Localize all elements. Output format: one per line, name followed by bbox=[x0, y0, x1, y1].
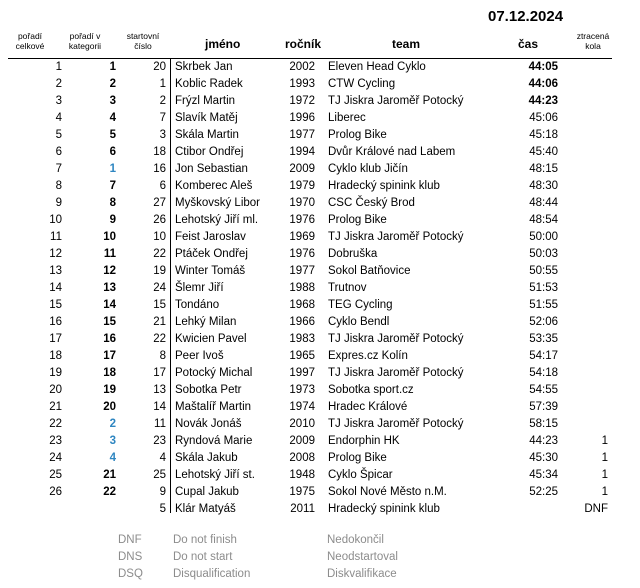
team-name: Cyklo Špicar bbox=[328, 469, 393, 481]
category-rank: 9 bbox=[109, 214, 116, 226]
rider-name: Peer Ivoš bbox=[175, 350, 224, 362]
birth-year: 1973 bbox=[289, 384, 315, 396]
start-number: 1 bbox=[159, 78, 166, 90]
legend-english: Do not start bbox=[173, 551, 233, 563]
team-name: Trutnov bbox=[328, 282, 367, 294]
rider-name: Winter Tomáš bbox=[175, 265, 246, 277]
rider-name: Ctibor Ondřej bbox=[175, 146, 244, 158]
rider-name: Klár Matyáš bbox=[175, 503, 236, 515]
category-rank: 17 bbox=[103, 350, 116, 362]
category-rank: 2 bbox=[109, 418, 116, 430]
team-name: TJ Jiskra Jaroměř Potocký bbox=[328, 418, 464, 430]
birth-year: 1974 bbox=[289, 401, 315, 413]
overall-rank: 7 bbox=[55, 163, 62, 175]
rider-name: Potocký Michal bbox=[175, 367, 253, 379]
category-rank: 20 bbox=[103, 401, 116, 413]
category-rank: 7 bbox=[109, 180, 116, 192]
rider-name: Ptáček Ondřej bbox=[175, 248, 248, 260]
rider-name: Tondáno bbox=[175, 299, 220, 311]
category-rank: 11 bbox=[103, 248, 116, 260]
finish-time: 44:06 bbox=[528, 78, 558, 90]
table-row bbox=[0, 229, 640, 246]
rider-name: Skála Martin bbox=[175, 129, 239, 141]
legend-czech: Neodstartoval bbox=[327, 551, 398, 563]
birth-year: 2011 bbox=[290, 503, 315, 515]
overall-rank: 8 bbox=[55, 180, 62, 192]
header-year: ročník bbox=[285, 37, 322, 51]
birth-year: 1996 bbox=[289, 112, 315, 124]
overall-rank: 1 bbox=[55, 61, 62, 73]
team-name: Cyklo klub Jičín bbox=[328, 163, 408, 175]
finish-time: 45:34 bbox=[529, 469, 558, 481]
category-rank: 15 bbox=[103, 316, 116, 328]
overall-rank: 12 bbox=[49, 248, 62, 260]
finish-time: 51:55 bbox=[529, 299, 558, 311]
finish-time: 54:55 bbox=[529, 384, 558, 396]
header-name: jméno bbox=[205, 37, 241, 51]
table-row bbox=[0, 59, 640, 76]
rider-name: Cupal Jakub bbox=[175, 486, 239, 498]
legend-english: Do not finish bbox=[173, 534, 237, 546]
team-name: Dvůr Králové nad Labem bbox=[328, 146, 456, 158]
finish-time: 58:15 bbox=[529, 418, 558, 430]
team-name: TEG Cycling bbox=[328, 299, 393, 311]
lost-laps: 1 bbox=[601, 452, 608, 464]
legend-code: DSQ bbox=[118, 568, 143, 580]
finish-time: 51:53 bbox=[529, 282, 558, 294]
rider-name: Kwicien Pavel bbox=[175, 333, 247, 345]
legend-code: DNF bbox=[118, 534, 142, 546]
overall-rank: 22 bbox=[49, 418, 62, 430]
overall-rank: 10 bbox=[49, 214, 62, 226]
finish-time: 48:54 bbox=[529, 214, 558, 226]
race-date: 07.12.2024 bbox=[488, 8, 564, 25]
finish-time: 57:39 bbox=[529, 401, 558, 413]
table-row bbox=[0, 178, 640, 195]
start-number: 27 bbox=[153, 197, 166, 209]
team-name: CSC Český Brod bbox=[328, 197, 415, 209]
header-overall bbox=[8, 31, 52, 51]
team-name: Hradec Králové bbox=[328, 401, 408, 413]
table-row bbox=[0, 76, 640, 93]
category-rank: 22 bbox=[103, 486, 116, 498]
finish-time: 50:00 bbox=[529, 231, 558, 243]
table-row bbox=[0, 382, 640, 399]
birth-year: 1976 bbox=[289, 214, 315, 226]
birth-year: 1983 bbox=[289, 333, 315, 345]
overall-rank: 24 bbox=[49, 452, 62, 464]
start-number: 20 bbox=[153, 61, 166, 73]
table-row bbox=[0, 195, 640, 212]
team-name: TJ Jiskra Jaroměř Potocký bbox=[328, 367, 464, 379]
rider-name: Novák Jonáš bbox=[175, 418, 242, 430]
category-rank: 10 bbox=[103, 231, 116, 243]
table-row bbox=[0, 433, 640, 450]
team-name: Prolog Bike bbox=[328, 129, 387, 141]
birth-year: 1965 bbox=[289, 350, 315, 362]
finish-time: 50:55 bbox=[529, 265, 558, 277]
header-category-line2: kategorii bbox=[68, 41, 102, 51]
table-row bbox=[0, 416, 640, 433]
table-row bbox=[0, 144, 640, 161]
start-number: 2 bbox=[159, 95, 166, 107]
start-number: 3 bbox=[159, 129, 166, 141]
finish-time: 53:35 bbox=[529, 333, 558, 345]
overall-rank: 19 bbox=[49, 367, 62, 379]
birth-year: 2008 bbox=[289, 452, 315, 464]
start-number: 4 bbox=[159, 452, 166, 464]
table-row bbox=[0, 467, 640, 484]
header-category-line1: pořadí v bbox=[69, 31, 101, 41]
start-number: 11 bbox=[154, 418, 166, 430]
birth-year: 1997 bbox=[289, 367, 315, 379]
legend-code: DNS bbox=[118, 551, 143, 563]
rider-name: Slavík Matěj bbox=[175, 112, 238, 124]
team-name: Liberec bbox=[328, 112, 366, 124]
team-name: Sokol Batňovice bbox=[328, 265, 411, 277]
finish-time: 54:17 bbox=[529, 350, 558, 362]
category-rank: 12 bbox=[103, 265, 116, 277]
rider-name: Lehotský Jiří ml. bbox=[175, 214, 259, 226]
category-rank: 18 bbox=[103, 367, 116, 379]
header-time: čas bbox=[518, 37, 539, 51]
team-name: Dobruška bbox=[328, 248, 378, 260]
start-number: 19 bbox=[153, 265, 166, 277]
lost-laps: DNF bbox=[584, 503, 608, 515]
header-team: team bbox=[392, 37, 421, 51]
start-number: 15 bbox=[153, 299, 166, 311]
birth-year: 1966 bbox=[289, 316, 315, 328]
birth-year: 1994 bbox=[289, 146, 315, 158]
table-row bbox=[0, 331, 640, 348]
start-number: 8 bbox=[159, 350, 166, 362]
birth-year: 1988 bbox=[289, 282, 315, 294]
overall-rank: 4 bbox=[55, 112, 62, 124]
birth-year: 1968 bbox=[289, 299, 315, 311]
birth-year: 1972 bbox=[289, 95, 315, 107]
table-row bbox=[0, 314, 640, 331]
finish-time: 45:06 bbox=[529, 112, 558, 124]
team-name: TJ Jiskra Jaroměř Potocký bbox=[328, 231, 464, 243]
table-row bbox=[0, 399, 640, 416]
category-rank: 4 bbox=[109, 112, 116, 124]
category-rank: 19 bbox=[103, 384, 116, 396]
table-row bbox=[0, 127, 640, 144]
birth-year: 2010 bbox=[289, 418, 315, 430]
header-lost-line1: ztracená bbox=[576, 31, 610, 41]
header-category bbox=[60, 31, 110, 51]
table-row bbox=[0, 365, 640, 382]
table-row bbox=[0, 212, 640, 229]
overall-rank: 20 bbox=[49, 384, 62, 396]
table-row bbox=[0, 93, 640, 110]
start-number: 14 bbox=[153, 401, 166, 413]
overall-rank: 18 bbox=[49, 350, 62, 362]
finish-time: 50:03 bbox=[529, 248, 558, 260]
category-rank: 6 bbox=[109, 146, 116, 158]
finish-time: 54:18 bbox=[529, 367, 558, 379]
start-number: 23 bbox=[153, 435, 166, 447]
start-number: 7 bbox=[159, 112, 166, 124]
finish-time: 44:05 bbox=[528, 61, 558, 73]
rider-name: Koblic Radek bbox=[175, 78, 243, 90]
rider-name: Myškovský Libor bbox=[175, 197, 260, 209]
team-name: Endorphin HK bbox=[328, 435, 400, 447]
start-number: 17 bbox=[153, 367, 166, 379]
header-overall-line1: pořadí bbox=[17, 31, 43, 41]
rider-name: Maštalíř Martin bbox=[175, 401, 252, 413]
table-row bbox=[0, 484, 640, 501]
finish-time: 44:23 bbox=[528, 95, 558, 107]
category-rank: 2 bbox=[109, 78, 116, 90]
team-name: Eleven Head Cyklo bbox=[328, 61, 426, 73]
overall-rank: 23 bbox=[49, 435, 62, 447]
rider-name: Jon Sebastian bbox=[175, 163, 248, 175]
lost-laps: 1 bbox=[601, 469, 608, 481]
legend-row bbox=[0, 566, 640, 583]
overall-rank: 11 bbox=[50, 231, 62, 243]
start-number: 18 bbox=[153, 146, 166, 158]
team-name: TJ Jiskra Jaroměř Potocký bbox=[328, 95, 464, 107]
start-number: 25 bbox=[153, 469, 166, 481]
team-name: Expres.cz Kolín bbox=[328, 350, 408, 362]
category-rank: 13 bbox=[103, 282, 116, 294]
lost-laps: 1 bbox=[601, 435, 608, 447]
category-rank: 3 bbox=[109, 435, 116, 447]
finish-time: 48:44 bbox=[529, 197, 558, 209]
birth-year: 2009 bbox=[289, 163, 315, 175]
start-number: 5 bbox=[159, 503, 166, 515]
legend-row bbox=[0, 532, 640, 549]
finish-time: 45:30 bbox=[529, 452, 558, 464]
table-row bbox=[0, 348, 640, 365]
category-rank: 1 bbox=[109, 61, 116, 73]
birth-year: 1977 bbox=[289, 265, 315, 277]
rider-name: Komberec Aleš bbox=[175, 180, 253, 192]
birth-year: 1970 bbox=[289, 197, 315, 209]
birth-year: 1975 bbox=[289, 486, 315, 498]
birth-year: 1948 bbox=[289, 469, 315, 481]
start-number: 16 bbox=[153, 163, 166, 175]
header-overall-line2: celkové bbox=[15, 41, 45, 51]
overall-rank: 14 bbox=[49, 282, 62, 294]
overall-rank: 21 bbox=[49, 401, 62, 413]
rider-name: Lehký Milan bbox=[175, 316, 237, 328]
start-number: 26 bbox=[153, 214, 166, 226]
rider-name: Skála Jakub bbox=[175, 452, 238, 464]
overall-rank: 2 bbox=[55, 78, 62, 90]
lost-laps: 1 bbox=[601, 486, 608, 498]
finish-time: 48:30 bbox=[529, 180, 558, 192]
start-number: 21 bbox=[153, 316, 166, 328]
finish-time: 48:15 bbox=[529, 163, 558, 175]
overall-rank: 26 bbox=[49, 486, 62, 498]
start-number: 13 bbox=[153, 384, 166, 396]
overall-rank: 16 bbox=[49, 316, 62, 328]
team-name: Prolog Bike bbox=[328, 214, 387, 226]
birth-year: 1979 bbox=[289, 180, 315, 192]
start-number: 22 bbox=[153, 333, 166, 345]
table-row bbox=[0, 246, 640, 263]
header-lost-laps bbox=[570, 31, 616, 51]
start-number: 22 bbox=[153, 248, 166, 260]
birth-year: 1976 bbox=[289, 248, 315, 260]
birth-year: 2009 bbox=[289, 435, 315, 447]
team-name: Sokol Nové Město n.M. bbox=[328, 486, 447, 498]
table-row bbox=[0, 263, 640, 280]
overall-rank: 5 bbox=[55, 129, 62, 141]
table-row bbox=[0, 450, 640, 467]
team-name: Sobotka sport.cz bbox=[328, 384, 414, 396]
start-number: 24 bbox=[153, 282, 166, 294]
team-name: TJ Jiskra Jaroměř Potocký bbox=[328, 333, 464, 345]
finish-time: 44:23 bbox=[529, 435, 558, 447]
team-name: Prolog Bike bbox=[328, 452, 387, 464]
table-row bbox=[0, 501, 640, 518]
table-row bbox=[0, 280, 640, 297]
header-start-number bbox=[118, 31, 168, 51]
rider-name: Feist Jaroslav bbox=[175, 231, 246, 243]
rider-name: Šlemr Jiří bbox=[175, 282, 224, 294]
overall-rank: 17 bbox=[49, 333, 62, 345]
table-row bbox=[0, 297, 640, 314]
table-row bbox=[0, 110, 640, 127]
legend-row bbox=[0, 549, 640, 566]
team-name: Hradecký spinink klub bbox=[328, 503, 440, 515]
birth-year: 1977 bbox=[289, 129, 315, 141]
team-name: Hradecký spinink klub bbox=[328, 180, 440, 192]
team-name: CTW Cycling bbox=[328, 78, 396, 90]
header-start-line2: číslo bbox=[134, 41, 152, 51]
category-rank: 4 bbox=[109, 452, 116, 464]
category-rank: 21 bbox=[103, 469, 116, 481]
overall-rank: 6 bbox=[55, 146, 62, 158]
finish-time: 45:40 bbox=[529, 146, 558, 158]
rider-name: Sobotka Petr bbox=[175, 384, 242, 396]
rider-name: Skrbek Jan bbox=[175, 61, 233, 73]
birth-year: 1993 bbox=[289, 78, 315, 90]
results-table bbox=[0, 59, 640, 518]
birth-year: 2002 bbox=[289, 61, 315, 73]
category-rank: 3 bbox=[109, 95, 116, 107]
start-number: 10 bbox=[153, 231, 166, 243]
overall-rank: 25 bbox=[49, 469, 62, 481]
legend-czech: Diskvalifikace bbox=[327, 568, 397, 580]
overall-rank: 3 bbox=[55, 95, 62, 107]
finish-time: 52:06 bbox=[529, 316, 558, 328]
finish-time: 45:18 bbox=[529, 129, 558, 141]
legend-english: Disqualification bbox=[173, 568, 251, 580]
category-rank: 16 bbox=[103, 333, 116, 345]
rider-name: Ryndová Marie bbox=[175, 435, 253, 447]
header-start-line1: startovní bbox=[126, 31, 160, 41]
legend bbox=[0, 532, 640, 583]
category-rank: 1 bbox=[109, 163, 116, 175]
header-lost-line2: kola bbox=[585, 41, 601, 51]
category-rank: 14 bbox=[103, 299, 116, 311]
category-rank: 5 bbox=[109, 129, 116, 141]
legend-czech: Nedokončil bbox=[327, 534, 384, 546]
overall-rank: 9 bbox=[55, 197, 62, 209]
rider-name: Lehotský Jiří st. bbox=[175, 469, 255, 481]
category-rank: 8 bbox=[109, 197, 116, 209]
finish-time: 52:25 bbox=[529, 486, 558, 498]
start-number: 9 bbox=[159, 486, 166, 498]
rider-name: Frýzl Martin bbox=[175, 95, 236, 107]
start-number: 6 bbox=[159, 180, 166, 192]
overall-rank: 15 bbox=[49, 299, 62, 311]
team-name: Cyklo Bendl bbox=[328, 316, 390, 328]
overall-rank: 13 bbox=[49, 265, 62, 277]
table-row bbox=[0, 161, 640, 178]
birth-year: 1969 bbox=[289, 231, 315, 243]
